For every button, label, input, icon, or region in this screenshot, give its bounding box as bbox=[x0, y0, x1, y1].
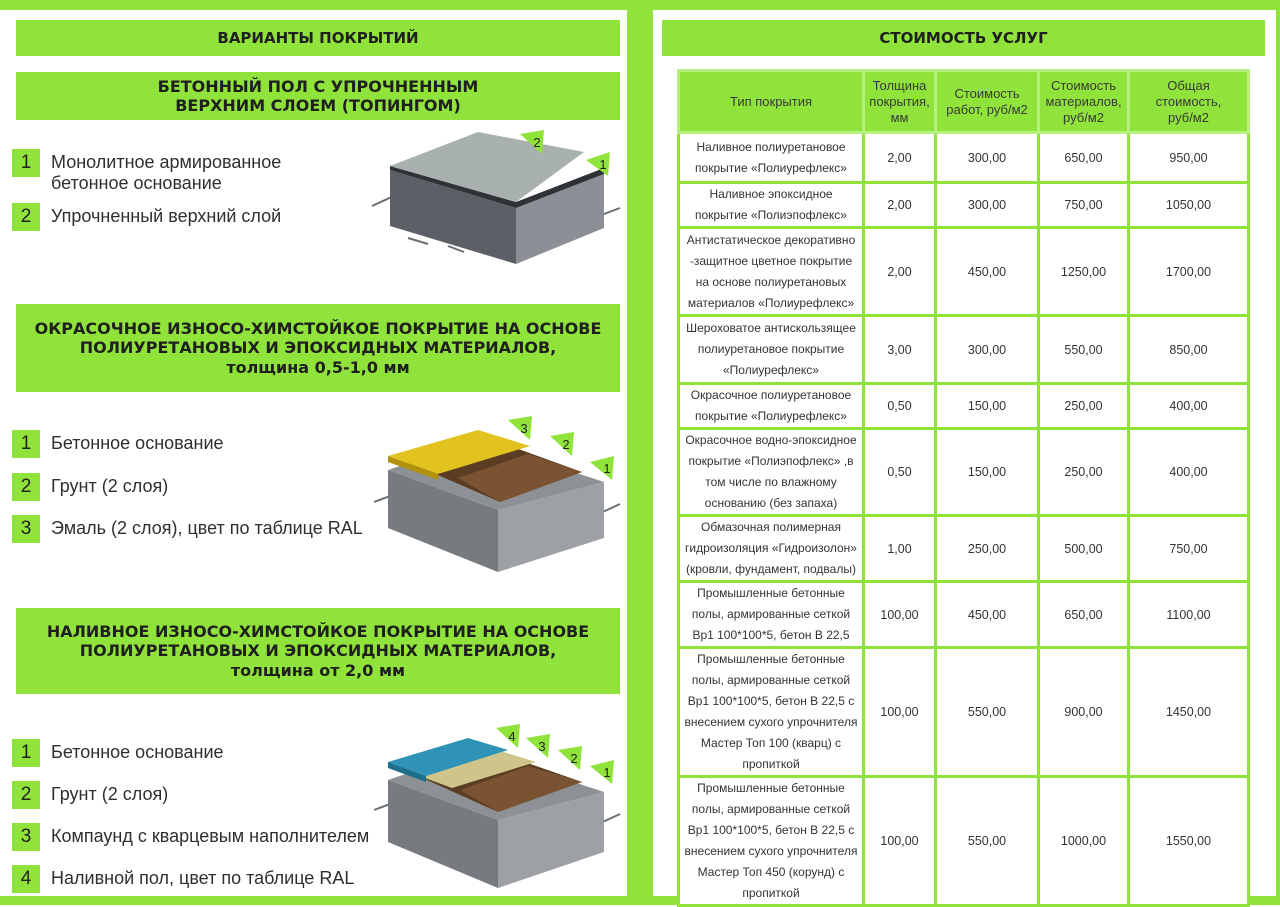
cell-materials-cost: 900,00 bbox=[1039, 648, 1129, 777]
list-item bbox=[12, 430, 224, 458]
cell-materials-cost: 1250,00 bbox=[1039, 228, 1129, 316]
item-text bbox=[51, 152, 281, 194]
list-item bbox=[12, 739, 224, 767]
cell-coating-type bbox=[679, 133, 864, 183]
svg-text:4: 4 bbox=[508, 729, 516, 744]
item-number-badge: 1 bbox=[12, 739, 40, 767]
cell-work-cost: 250,00 bbox=[936, 516, 1039, 582]
table-row bbox=[679, 648, 1249, 777]
cell-coating-type-line: Вр1 100*100*5, бетон В 22,5 bbox=[692, 628, 850, 642]
cell-coating-type-line: пропиткой bbox=[742, 757, 800, 771]
cell-coating-type-line: гидроизоляция «Гидроизолон» bbox=[685, 541, 857, 555]
cell-coating-type-line: Вр1 100*100*5, бетон В 22,5 с bbox=[687, 823, 855, 837]
list-item bbox=[12, 515, 363, 543]
cell-total-cost: 850,00 bbox=[1129, 316, 1249, 384]
cell-work-cost: 550,00 bbox=[936, 648, 1039, 777]
item-text bbox=[51, 868, 354, 889]
cell-total-cost: 400,00 bbox=[1129, 384, 1249, 429]
cell-coating-type bbox=[679, 316, 864, 384]
cell-total-cost: 400,00 bbox=[1129, 429, 1249, 516]
cell-materials-cost: 250,00 bbox=[1039, 384, 1129, 429]
cell-coating-type-line: Промышленные бетонные bbox=[697, 781, 845, 795]
cell-coating-type-line: внесением сухого упрочнителя bbox=[684, 844, 858, 858]
cell-thickness: 100,00 bbox=[864, 582, 936, 648]
item-text-line: бетонное основание bbox=[51, 173, 222, 193]
list-item bbox=[12, 781, 168, 809]
cell-coating-type-line: покрытие «Полиэпофлекс» ,в bbox=[688, 454, 854, 468]
cell-materials-cost: 1000,00 bbox=[1039, 777, 1129, 906]
cell-coating-type-line: Мастер Топ 450 (корунд) с bbox=[697, 865, 845, 879]
header-coating-type: Тип покрытия bbox=[679, 71, 864, 133]
cell-coating-type-line: (кровли, фундамент, подвалы) bbox=[686, 562, 856, 576]
svg-text:1: 1 bbox=[603, 461, 611, 476]
cell-coating-type-line: покрытие «Полиурефлекс» bbox=[695, 160, 847, 175]
cell-coating-type-line: Шероховатое антискользящее bbox=[686, 321, 856, 335]
section-title-line: ОКРАСОЧНОЕ ИЗНОСО-ХИМСТОЙКОЕ ПОКРЫТИЕ НА ОСНОВЕ bbox=[34, 319, 602, 339]
section-paint-coating-title bbox=[16, 304, 620, 392]
table-row bbox=[679, 429, 1249, 516]
cell-materials-cost: 550,00 bbox=[1039, 316, 1129, 384]
cell-materials-cost: 250,00 bbox=[1039, 429, 1129, 516]
cell-coating-type-line: основанию (без запаха) bbox=[704, 496, 838, 510]
svg-text:3: 3 bbox=[520, 421, 528, 436]
table-row bbox=[679, 384, 1249, 429]
item-number-badge: 2 bbox=[12, 781, 40, 809]
item-number-badge: 3 bbox=[12, 515, 40, 543]
service-cost-title-text: СТОИМОСТЬ УСЛУГ bbox=[879, 29, 1048, 47]
item-number-badge: 2 bbox=[12, 473, 40, 501]
list-item bbox=[12, 473, 168, 501]
cell-materials-cost: 650,00 bbox=[1039, 133, 1129, 183]
cell-coating-type-line: полы, армированные сеткой bbox=[691, 607, 851, 621]
table-row bbox=[679, 582, 1249, 648]
cell-work-cost: 450,00 bbox=[936, 228, 1039, 316]
cell-coating-type-line: Окрасочное водно-эпоксидное bbox=[685, 433, 857, 447]
cell-coating-type-line: Антистатическое декоративно bbox=[686, 232, 856, 247]
header-thickness: Толщина покрытия, мм bbox=[864, 71, 936, 133]
svg-text:2: 2 bbox=[570, 751, 578, 766]
cell-materials-cost: 500,00 bbox=[1039, 516, 1129, 582]
cell-coating-type bbox=[679, 228, 864, 316]
cell-coating-type-line: полиуретановое покрытие bbox=[697, 342, 845, 356]
layer-label-3 bbox=[526, 734, 550, 758]
table-row bbox=[679, 133, 1249, 183]
topping-floor-illustration bbox=[368, 128, 628, 273]
cell-thickness: 0,50 bbox=[864, 429, 936, 516]
cell-coating-type-line: Вр1 100*100*5, бетон В 22,5 с bbox=[687, 694, 855, 708]
layer-label-4 bbox=[496, 724, 520, 748]
cell-coating-type bbox=[679, 384, 864, 429]
section-title-line: толщина 0,5-1,0 мм bbox=[226, 357, 410, 377]
cell-coating-type-line: полы, армированные сеткой bbox=[691, 673, 851, 687]
section-topping-floor-title bbox=[16, 72, 620, 120]
item-text bbox=[51, 433, 224, 454]
cell-total-cost: 1550,00 bbox=[1129, 777, 1249, 906]
layer-label-2 bbox=[558, 746, 582, 770]
cell-work-cost: 300,00 bbox=[936, 133, 1039, 183]
cell-total-cost: 950,00 bbox=[1129, 133, 1249, 183]
item-number-badge: 1 bbox=[12, 149, 40, 177]
cell-thickness: 2,00 bbox=[864, 183, 936, 228]
cell-coating-type-line: Обмазочная полимерная bbox=[701, 520, 841, 534]
item-number-badge: 3 bbox=[12, 823, 40, 851]
item-text bbox=[51, 476, 168, 497]
cell-coating-type-line: внесением сухого упрочнителя bbox=[684, 715, 858, 729]
cell-thickness: 0,50 bbox=[864, 384, 936, 429]
cell-coating-type-line: Мастер Топ 100 (кварц) с bbox=[700, 736, 842, 750]
cell-coating-type-line: Окрасочное полиуретановое bbox=[690, 388, 852, 402]
cell-coating-type-line: том числе по влажному bbox=[705, 475, 837, 489]
cell-coating-type-line: материалов «Полиурефлекс» bbox=[687, 295, 855, 310]
cell-coating-type-line: Промышленные бетонные bbox=[697, 652, 845, 666]
cell-work-cost: 450,00 bbox=[936, 582, 1039, 648]
header-work-cost: Стоимость работ, руб/м2 bbox=[936, 71, 1039, 133]
price-table bbox=[677, 69, 1250, 907]
cell-thickness: 1,00 bbox=[864, 516, 936, 582]
layer-label-3 bbox=[508, 416, 532, 440]
cell-work-cost: 300,00 bbox=[936, 183, 1039, 228]
cell-coating-type-line: «Полиурефлекс» bbox=[723, 363, 819, 377]
item-text-line: Монолитное армированное bbox=[51, 152, 282, 172]
section-self-leveling-title bbox=[16, 608, 620, 694]
cell-thickness: 2,00 bbox=[864, 133, 936, 183]
cell-work-cost: 150,00 bbox=[936, 384, 1039, 429]
item-text bbox=[51, 518, 363, 539]
coverage-options-title-text: ВАРИАНТЫ ПОКРЫТИЙ bbox=[217, 29, 419, 47]
cell-coating-type-line: на основе полиуретановых bbox=[695, 274, 847, 289]
header-materials-cost: Стоимость материалов, руб/м2 bbox=[1039, 71, 1129, 133]
cell-coating-type-line: полы, армированные сеткой bbox=[691, 802, 851, 816]
cell-coating-type-line: покрытие «Полиэпофлекс» bbox=[695, 208, 847, 222]
svg-text:1: 1 bbox=[603, 765, 611, 780]
item-text-line: Упрочненный верхний слой bbox=[51, 206, 282, 226]
cell-coating-type-line: Промышленные бетонные bbox=[697, 586, 845, 600]
self-leveling-illustration bbox=[368, 722, 628, 892]
section-title-line: ПОЛИУРЕТАНОВЫХ И ЭПОКСИДНЫХ МАТЕРИАЛОВ, bbox=[79, 338, 557, 358]
cell-total-cost: 1450,00 bbox=[1129, 648, 1249, 777]
item-text bbox=[51, 826, 369, 847]
item-text bbox=[51, 784, 168, 805]
section-title-line: толщина от 2,0 мм bbox=[230, 660, 406, 680]
layer-label-1 bbox=[590, 456, 614, 480]
cell-materials-cost: 650,00 bbox=[1039, 582, 1129, 648]
layer-label-2 bbox=[550, 432, 574, 456]
list-item bbox=[12, 149, 281, 194]
svg-text:2: 2 bbox=[533, 135, 541, 150]
cell-thickness: 3,00 bbox=[864, 316, 936, 384]
section-title-line: БЕТОННЫЙ ПОЛ С УПРОЧНЕННЫМ bbox=[157, 76, 479, 96]
layer-label-1 bbox=[590, 760, 614, 784]
cell-coating-type-line: покрытие «Полиурефлекс» bbox=[695, 409, 847, 423]
item-text bbox=[51, 206, 281, 227]
item-text-line: Наливной пол, цвет по таблице RAL bbox=[51, 868, 355, 888]
cell-total-cost: 1100,00 bbox=[1129, 582, 1249, 648]
item-text-line: Бетонное основание bbox=[51, 742, 224, 762]
center-divider bbox=[627, 0, 653, 905]
table-row bbox=[679, 316, 1249, 384]
cell-coating-type bbox=[679, 183, 864, 228]
cell-total-cost: 750,00 bbox=[1129, 516, 1249, 582]
item-text bbox=[51, 742, 224, 763]
cell-work-cost: 300,00 bbox=[936, 316, 1039, 384]
list-item bbox=[12, 203, 281, 231]
section-title-line: ПОЛИУРЕТАНОВЫХ И ЭПОКСИДНЫХ МАТЕРИАЛОВ, bbox=[79, 641, 557, 661]
cell-coating-type bbox=[679, 582, 864, 648]
cell-thickness: 100,00 bbox=[864, 777, 936, 906]
header-total-cost: Общая стоимость, руб/м2 bbox=[1129, 71, 1249, 133]
cell-coating-type bbox=[679, 648, 864, 777]
cell-coating-type-line: пропиткой bbox=[742, 886, 800, 900]
table-row bbox=[679, 777, 1249, 906]
item-text-line: Грунт (2 слоя) bbox=[51, 784, 169, 804]
table-header-row bbox=[679, 71, 1249, 133]
table-row bbox=[679, 516, 1249, 582]
cell-coating-type-line: Наливное эпоксидное bbox=[709, 187, 833, 201]
cell-work-cost: 150,00 bbox=[936, 429, 1039, 516]
item-text-line: Грунт (2 слоя) bbox=[51, 476, 169, 496]
table-row bbox=[679, 183, 1249, 228]
list-item bbox=[12, 823, 369, 851]
cell-coating-type bbox=[679, 516, 864, 582]
cell-coating-type-line: Наливное полиуретановое bbox=[696, 139, 846, 154]
section-title-line: НАЛИВНОЕ ИЗНОСО-ХИМСТОЙКОЕ ПОКРЫТИЕ НА ОСНОВЕ bbox=[46, 622, 590, 642]
cell-total-cost: 1050,00 bbox=[1129, 183, 1249, 228]
cell-thickness: 2,00 bbox=[864, 228, 936, 316]
item-number-badge: 2 bbox=[12, 203, 40, 231]
service-cost-title bbox=[662, 20, 1265, 56]
item-number-badge: 1 bbox=[12, 430, 40, 458]
cell-total-cost: 1700,00 bbox=[1129, 228, 1249, 316]
cell-coating-type-line: -защитное цветное покрытие bbox=[689, 253, 853, 268]
cell-coating-type bbox=[679, 429, 864, 516]
item-text-line: Бетонное основание bbox=[51, 433, 224, 453]
coverage-options-title bbox=[16, 20, 620, 56]
svg-text:1: 1 bbox=[599, 157, 607, 172]
item-text-line: Эмаль (2 слоя), цвет по таблице RAL bbox=[51, 518, 363, 538]
cell-materials-cost: 750,00 bbox=[1039, 183, 1129, 228]
page-frame-right bbox=[1276, 0, 1280, 905]
item-text-line: Компаунд с кварцевым наполнителем bbox=[51, 826, 370, 846]
paint-coating-illustration bbox=[368, 412, 628, 577]
svg-text:2: 2 bbox=[562, 437, 570, 452]
cell-thickness: 100,00 bbox=[864, 648, 936, 777]
table-row bbox=[679, 228, 1249, 316]
cell-coating-type bbox=[679, 777, 864, 906]
svg-text:3: 3 bbox=[538, 739, 546, 754]
list-item bbox=[12, 865, 354, 893]
section-title-line: ВЕРХНИМ СЛОЕМ (ТОПИНГОМ) bbox=[175, 96, 461, 115]
item-number-badge: 4 bbox=[12, 865, 40, 893]
cell-work-cost: 550,00 bbox=[936, 777, 1039, 906]
